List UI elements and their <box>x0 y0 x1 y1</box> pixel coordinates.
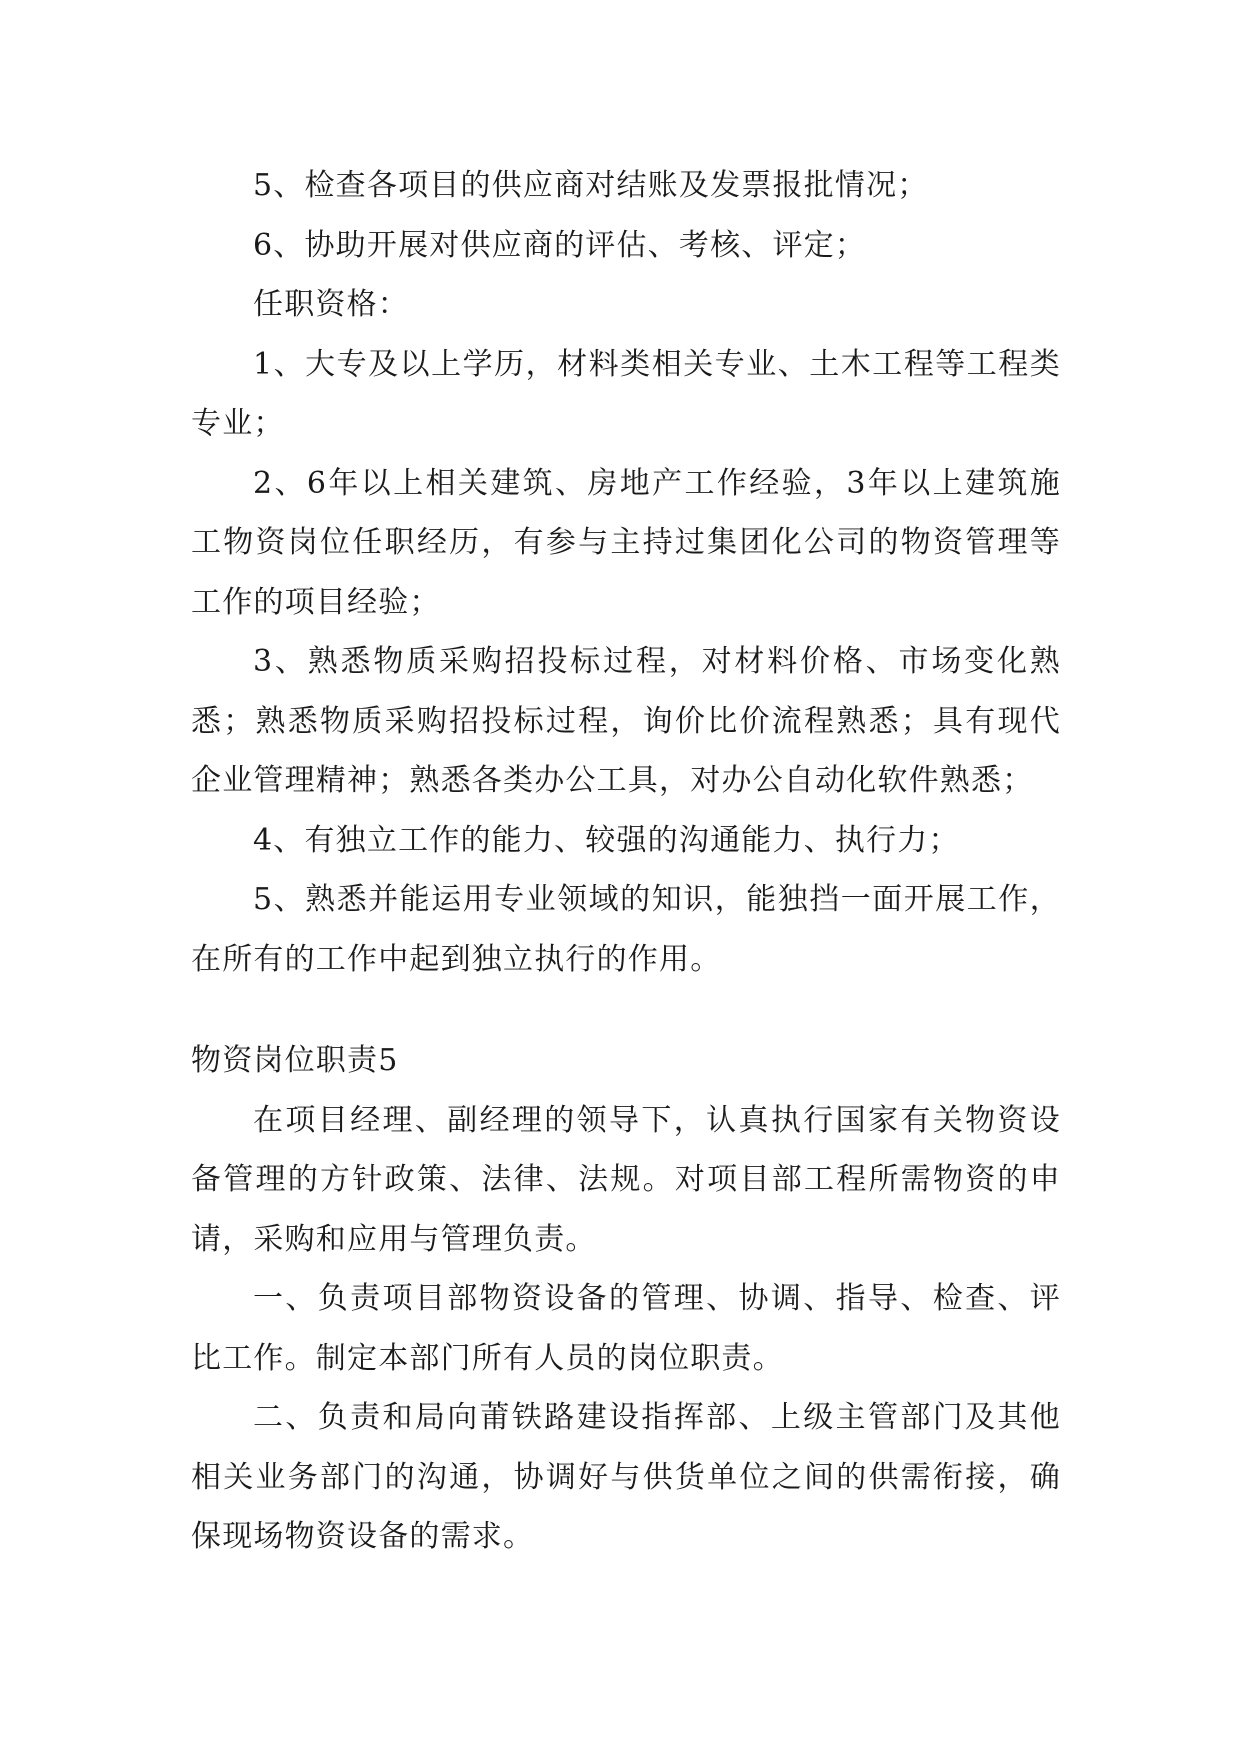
section-1-body <box>191 156 1061 989</box>
paragraph: 二、负责和局向莆铁路建设指挥部、上级主管部门及其他相关业务部门的沟通，协调好与供货单位之间的供需衔接，确保现场物资设备的需求。 <box>191 1400 1061 1554</box>
paragraph: 1、大专及以上学历，材料类相关专业、土木工程等工程类专业； <box>191 346 1061 441</box>
paragraph: 5、熟悉并能运用专业领域的知识，能独挡一面开展工作，在所有的工作中起到独立执行的作用。 <box>191 882 1061 977</box>
paragraph: 3、熟悉物质采购招投标过程，对材料价格、市场变化熟悉；熟悉物质采购招投标过程，询价比价流程熟悉；具有现代企业管理精神；熟悉各类办公工具，对办公自动化软件熟悉； <box>191 644 1061 798</box>
paragraph: 在项目经理、副经理的领导下，认真执行国家有关物资设备管理的方针政策、法律、法规。对项目部工程所需物资的申请，采购和应用与管理负责。 <box>191 1102 1061 1257</box>
paragraph: 2、6年以上相关建筑、房地产工作经验，3年以上建筑施工物资岗位任职经历，有参与主持过集团化公司的物资管理等工作的项目经验； <box>191 465 1061 620</box>
section-2-heading: 物资岗位职责5 <box>191 1043 399 1078</box>
section-2-body <box>191 1031 1061 1567</box>
paragraph: 一、负责项目部物资设备的管理、协调、指导、检查、评比工作。制定本部门所有人员的岗位职责。 <box>191 1281 1061 1376</box>
paragraph: 4、有独立工作的能力、较强的沟通能力、执行力； <box>253 822 960 858</box>
paragraph: 6、协助开展对供应商的评估、考核、评定； <box>253 227 867 263</box>
paragraph: 5、检查各项目的供应商对结账及发票报批情况； <box>253 168 929 203</box>
subheading-qualifications: 任职资格： <box>253 287 409 322</box>
